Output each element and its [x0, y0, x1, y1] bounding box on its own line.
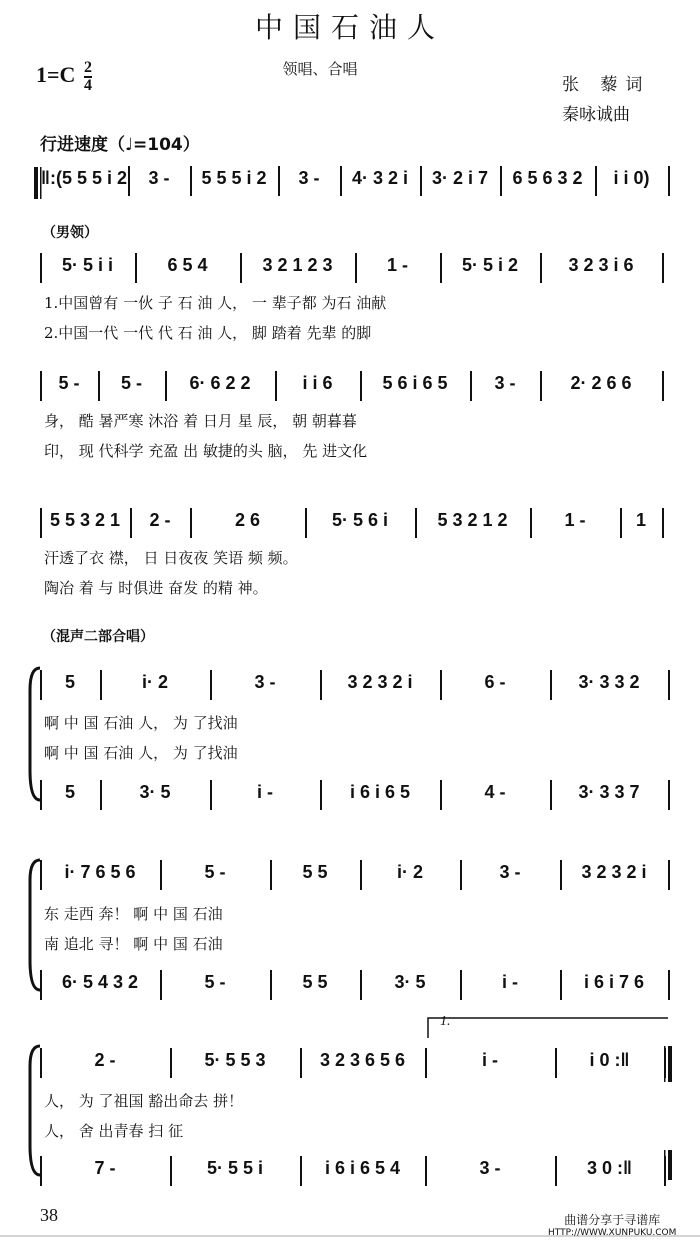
lyric-line: 东 走西 奔！ 啊 中 国 石油 [44, 905, 223, 923]
bar-line [555, 1048, 557, 1078]
measure-notes-upper: i - [482, 1050, 498, 1070]
lyric-line: 人， 为 了祖国 豁出命去 拼！ [44, 1092, 244, 1110]
bar-line [664, 1156, 666, 1186]
site-text: 曲谱分享于寻谱库 [564, 1213, 661, 1227]
bar-line [620, 508, 622, 538]
measure-notes: 6 5 4 [167, 255, 208, 275]
bar-line [240, 253, 242, 283]
lyric-line: 人， 舍 出青春 扫 征 [44, 1122, 184, 1140]
bar-line [668, 860, 670, 890]
bar-line [668, 970, 670, 1000]
measure-notes-upper: 3 2 3 6 5 6 [319, 1050, 406, 1070]
bar-line [540, 253, 542, 283]
page-number: 38 [40, 1205, 58, 1225]
song-subtitle: 领唱、合唱 [282, 60, 358, 78]
repeat-start-thick-bar [34, 167, 38, 199]
bar-line [530, 508, 532, 538]
bar-line [662, 253, 664, 283]
measure-notes: 6 5 6 3 2 [512, 168, 583, 188]
bar-line [40, 253, 42, 283]
bar-line [360, 371, 362, 401]
volta-bracket [428, 1018, 668, 1038]
volta-label: 1. [440, 1014, 451, 1029]
bar-line [300, 1156, 302, 1186]
lyric-line: 1.中国曾有 一伙 子 石 油 人， 一 辈子都 为石 油献 [44, 294, 387, 312]
measure-notes: 6· 6 2 2 [189, 373, 251, 393]
bar-line [278, 166, 280, 196]
measure-notes-upper: 3 2 3 2 i [581, 862, 647, 882]
bar-line [270, 970, 272, 1000]
lyric-line: 印， 现 代科学 充盈 出 敏捷的头 脑， 先 进文化 [44, 442, 368, 460]
measure-notes-upper: 3· 3 3 2 [578, 672, 640, 692]
bar-line [100, 670, 102, 700]
measure-notes-lower: 4 - [484, 782, 506, 802]
time-sig-numerator: 2 [83, 59, 92, 76]
measure-notes-lower: i - [502, 972, 518, 992]
measure-notes-upper: i· 7 6 5 6 [64, 862, 136, 882]
measure-notes-lower: 5· 5 5 i [206, 1158, 264, 1178]
measure-notes: 1 - [386, 255, 409, 275]
measure-notes-upper: 5 - [204, 862, 226, 882]
bar-line [210, 670, 212, 700]
bar-line [440, 780, 442, 810]
bar-line [40, 860, 42, 890]
bar-line [160, 860, 162, 890]
bar-line [595, 166, 597, 196]
bar-line [662, 508, 664, 538]
site-url: HTTP://WWW.XUNPUKU.COM [548, 1228, 677, 1238]
bar-line [662, 371, 664, 401]
tempo-marking: 行进速度（♩=104） [40, 135, 200, 155]
bar-line [40, 1048, 42, 1078]
bar-line [190, 508, 192, 538]
repeat-end-thick-bar [668, 1150, 672, 1180]
bar-line [40, 970, 42, 1000]
measure-notes-lower: i - [257, 782, 273, 802]
measure-notes: 4· 3 2 i [351, 168, 409, 188]
measure-notes-lower: 5 - [204, 972, 226, 992]
bar-line [664, 1048, 666, 1078]
measure-notes: i i 0) [613, 168, 650, 188]
song-title: 中国石油人 [254, 11, 445, 44]
measure-notes: 3 2 3 i 6 [568, 255, 634, 275]
part-label-mixed-chorus: （混声二部合唱） [42, 629, 154, 645]
measure-notes: 3 - [494, 373, 516, 393]
measure-notes-lower: i 6 i 6 5 4 [324, 1158, 401, 1178]
measure-notes-upper: i 0 :‖ [589, 1050, 630, 1070]
bar-line [300, 1048, 302, 1078]
bar-line [135, 253, 137, 283]
bar-line [440, 253, 442, 283]
bar-line [40, 780, 42, 810]
bar-line [40, 371, 42, 401]
part-label-male-lead: （男领） [42, 225, 98, 241]
lyricist-credit: 张 藜词 [562, 75, 651, 95]
bar-line [425, 1048, 427, 1078]
bar-line [460, 860, 462, 890]
measure-notes: 3 2 1 2 3 [262, 255, 333, 275]
bar-line [210, 780, 212, 810]
site-watermark [548, 1214, 676, 1240]
measure-notes: 5 - [120, 373, 143, 393]
time-sig-denominator: 4 [83, 77, 92, 94]
bar-line [415, 508, 417, 538]
composer-credit: 秦咏诚曲 [562, 105, 630, 125]
bar-line [668, 780, 670, 810]
measure-notes: 3· 2 i 7 [431, 168, 489, 188]
bar-line [100, 780, 102, 810]
bar-line [305, 508, 307, 538]
system-brace [30, 668, 40, 800]
time-signature [84, 60, 92, 94]
measure-notes-lower: 3 0 :‖ [587, 1158, 632, 1178]
lyric-line: 啊 中 国 石油 人， 为 了找油 [44, 714, 238, 732]
measure-notes: 5 - [58, 373, 80, 393]
measure-notes: 1 - [564, 510, 586, 530]
bar-line [360, 970, 362, 1000]
measure-notes-upper: 6 - [484, 672, 506, 692]
lyric-line: 汗透了衣 襟， 日 日夜夜 笑语 频 频。 [44, 549, 298, 567]
bar-line [460, 970, 462, 1000]
bar-line [550, 670, 552, 700]
measure-notes: i i 6 [302, 373, 333, 393]
bar-line [170, 1156, 172, 1186]
measure-notes-upper: i· 2 [396, 862, 424, 882]
measure-notes-lower: 6· 5 4 3 2 [61, 972, 139, 992]
bar-line [275, 371, 277, 401]
lyric-line: 身， 酷 暑严寒 沐浴 着 日月 星 辰， 朝 朝暮暮 [44, 412, 357, 430]
measure-notes: 5· 5 i i [61, 255, 114, 275]
measure-notes: 2· 2 6 6 [570, 373, 632, 393]
measure-notes-upper: 2 - [94, 1050, 116, 1070]
measure-notes: 5· 5 6 i [331, 510, 389, 530]
bar-line [425, 1156, 427, 1186]
bar-line [320, 780, 322, 810]
measure-notes-lower: i 6 i 7 6 [583, 972, 645, 992]
bar-line [270, 860, 272, 890]
bar-line [355, 253, 357, 283]
bar-line [98, 371, 100, 401]
bar-line [555, 1156, 557, 1186]
measure-notes-upper: 5 5 [302, 862, 328, 882]
bar-line [668, 670, 670, 700]
key-signature [36, 60, 92, 94]
bar-line [560, 860, 562, 890]
key-label: 1=C [36, 62, 76, 88]
measure-notes: 3 - [298, 168, 320, 188]
measure-notes-upper: 3 - [499, 862, 521, 882]
system-brace [30, 1046, 40, 1175]
bar-line [440, 670, 442, 700]
lyric-line: 南 追北 寻！ 啊 中 国 石油 [44, 935, 223, 953]
measure-notes-lower: 3 - [479, 1158, 501, 1178]
bar-line [40, 1156, 42, 1186]
measure-notes: ‖:(5 5 5 i 2 [41, 168, 127, 188]
measure-notes: 5 3 2 1 2 [437, 510, 508, 530]
measure-notes-upper: i· 2 [141, 672, 169, 692]
bar-line [560, 970, 562, 1000]
measure-notes-lower: 3· 5 [139, 782, 171, 802]
repeat-end-thick-bar [668, 1046, 672, 1082]
measure-notes: 5· 5 i 2 [461, 255, 519, 275]
bar-line [190, 166, 192, 196]
bar-line [360, 860, 362, 890]
measure-notes: 5 5 5 i 2 [201, 168, 267, 188]
bar-line [40, 508, 42, 538]
measure-notes-lower: 5 5 [302, 972, 328, 992]
bar-line [500, 166, 502, 196]
measure-notes: 2 - [149, 510, 171, 530]
measure-notes-upper: 3 2 3 2 i [347, 672, 413, 692]
lyric-line: 陶冶 着 与 时俱进 奋发 的精 神。 [44, 579, 268, 597]
measure-notes-upper: 5· 5 5 3 [204, 1050, 266, 1070]
bar-line [130, 508, 132, 538]
bar-line [160, 970, 162, 1000]
bar-line [170, 1048, 172, 1078]
lyric-line: 啊 中 国 石油 人， 为 了找油 [44, 744, 238, 762]
bar-line [128, 166, 130, 196]
bar-line [420, 166, 422, 196]
measure-notes-lower: 7 - [94, 1158, 116, 1178]
measure-notes-lower: i 6 i 6 5 [349, 782, 411, 802]
measure-notes-lower: 3· 3 3 7 [578, 782, 640, 802]
measure-notes-lower: 5 [64, 782, 76, 802]
measure-notes-upper: 5 [64, 672, 76, 692]
measure-notes-upper: 3 - [254, 672, 276, 692]
bar-line [470, 371, 472, 401]
measure-notes-lower: 3· 5 [394, 972, 426, 992]
measure-notes: 5 6 i 6 5 [382, 373, 448, 393]
measure-notes: 3 - [148, 168, 170, 188]
measure-notes: 1 [635, 510, 647, 530]
measure-notes: 5 5 3 2 1 [49, 510, 121, 530]
lyric-line: 2.中国一代 一代 代 石 油 人， 脚 踏着 先辈 的脚 [44, 324, 372, 342]
bar-line [320, 670, 322, 700]
bar-line [165, 371, 167, 401]
bar-line [550, 780, 552, 810]
bar-line [540, 371, 542, 401]
system-brace [30, 860, 40, 990]
bar-line [668, 166, 670, 196]
measure-notes: 2 6 [234, 510, 261, 530]
bar-line [40, 670, 42, 700]
bar-line [340, 166, 342, 196]
